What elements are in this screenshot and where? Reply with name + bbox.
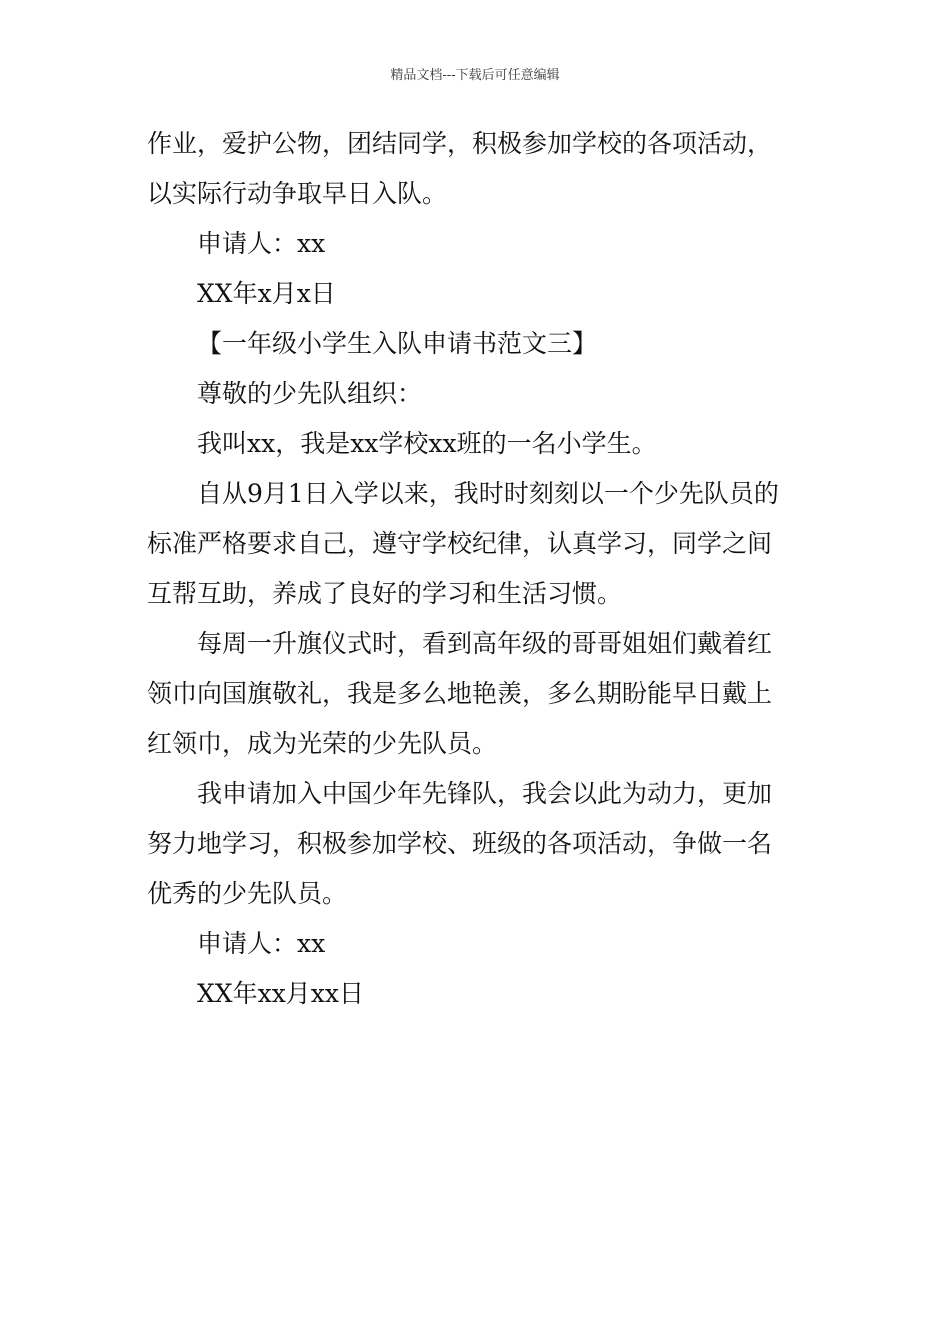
paragraph-line: 互帮互助，养成了良好的学习和生活习惯。 — [147, 579, 623, 608]
paragraph-line: 我叫xx，我是xx学校xx班的一名小学生。 — [197, 429, 657, 458]
paragraph-line: 领巾向国旗敬礼，我是多么地艳羡，多么期盼能早日戴上 — [147, 679, 773, 708]
applicant-signature: 申请人：xx — [197, 229, 326, 258]
paragraph-line: 红领巾，成为光荣的少先队员。 — [147, 729, 498, 758]
paragraph-line: 标准严格要求自己，遵守学校纪律，认真学习，同学之间 — [147, 529, 773, 558]
page-header: 精品文档---下载后可任意编辑 — [390, 68, 560, 83]
paragraph-line: 以实际行动争取早日入队。 — [147, 179, 448, 208]
paragraph-line: 我申请加入中国少年先锋队，我会以此为动力，更加 — [197, 779, 773, 808]
application-date: XX年xx月xx日 — [197, 979, 364, 1008]
salutation: 尊敬的少先队组织： — [197, 379, 423, 408]
paragraph-line: 每周一升旗仪式时，看到高年级的哥哥姐姐们戴着红 — [197, 629, 773, 658]
paragraph-line: 努力地学习，积极参加学校、班级的各项活动，争做一名 — [147, 829, 773, 858]
paragraph-line: 自从9月1日入学以来，我时时刻刻以一个少先队员的 — [197, 479, 779, 508]
section-title: 【一年级小学生入队申请书范文三】 — [197, 329, 598, 358]
application-date: XX年x月x日 — [197, 279, 336, 308]
paragraph-line: 优秀的少先队员。 — [147, 879, 348, 908]
paragraph-line: 作业，爱护公物，团结同学，积极参加学校的各项活动， — [147, 129, 773, 158]
applicant-signature: 申请人：xx — [197, 929, 326, 958]
